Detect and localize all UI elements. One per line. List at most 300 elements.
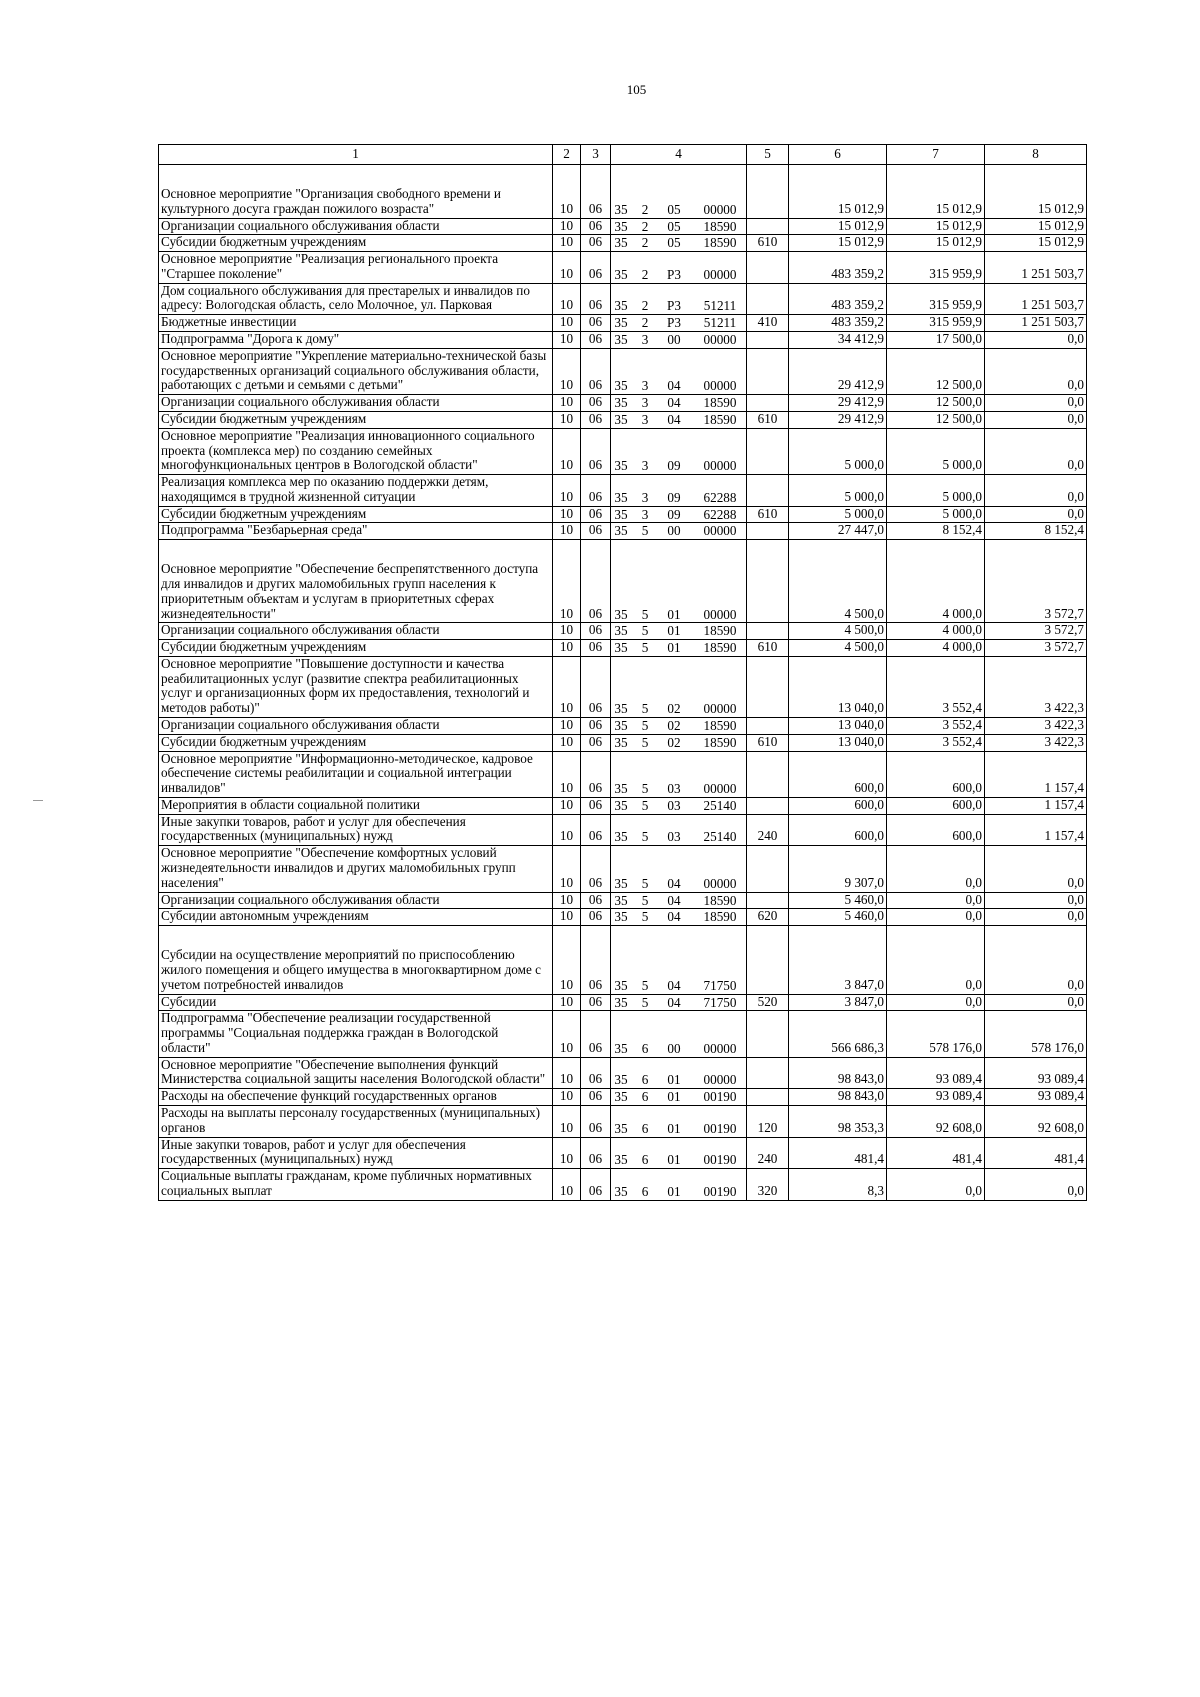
row-name-cell: Мероприятия в области социальной политики bbox=[159, 797, 553, 814]
target-article-part: 05 bbox=[667, 235, 681, 251]
amount-col6-cell: 4 500,0 bbox=[789, 640, 887, 657]
amount-col6-cell: 3 847,0 bbox=[789, 926, 887, 994]
amount-col8-cell: 15 012,9 bbox=[985, 218, 1087, 235]
table-row bbox=[159, 428, 1087, 474]
amount-col8-cell: 3 422,3 bbox=[985, 734, 1087, 751]
target-article-part: 35 bbox=[614, 315, 628, 331]
row-name-cell: Субсидии бюджетным учреждениям bbox=[159, 734, 553, 751]
amount-col6-cell: 15 012,9 bbox=[789, 165, 887, 219]
amount-col7-cell: 0,0 bbox=[887, 1169, 985, 1201]
target-article-cell bbox=[611, 315, 747, 332]
amount-col7-cell: 93 089,4 bbox=[887, 1057, 985, 1089]
target-article-part: 00 bbox=[667, 332, 681, 348]
target-article-part: 03 bbox=[667, 781, 681, 797]
target-article-part: 35 bbox=[614, 201, 628, 217]
table-row bbox=[159, 909, 1087, 926]
target-article-part: 5 bbox=[641, 781, 649, 797]
target-article-part: 62288 bbox=[703, 506, 737, 522]
target-article-part: 03 bbox=[667, 797, 681, 813]
target-article-part: 00000 bbox=[703, 523, 737, 539]
amount-col6-cell: 3 847,0 bbox=[789, 994, 887, 1011]
target-article-part: 5 bbox=[641, 875, 649, 891]
row-name-cell: Организации социального обслуживания области bbox=[159, 718, 553, 735]
code-section-cell: 10 bbox=[553, 1057, 581, 1089]
target-article-part: 5 bbox=[641, 977, 649, 993]
amount-col8-cell: 481,4 bbox=[985, 1137, 1087, 1169]
target-article-part: 00000 bbox=[703, 378, 737, 394]
amount-col8-cell: 15 012,9 bbox=[985, 235, 1087, 252]
target-article-part: 00000 bbox=[703, 781, 737, 797]
target-article-part: 35 bbox=[614, 829, 628, 845]
table-row bbox=[159, 640, 1087, 657]
target-article-part: 35 bbox=[614, 875, 628, 891]
target-article-part: 5 bbox=[641, 829, 649, 845]
amount-col7-cell: 93 089,4 bbox=[887, 1089, 985, 1106]
code-subsection-cell: 06 bbox=[581, 165, 611, 219]
target-article-part: 02 bbox=[667, 718, 681, 733]
target-article-cell bbox=[611, 909, 747, 926]
expense-type-cell bbox=[747, 656, 789, 717]
target-article-cell bbox=[611, 994, 747, 1011]
scan-mark bbox=[33, 800, 43, 801]
amount-col8-cell: 0,0 bbox=[985, 994, 1087, 1011]
code-subsection-cell: 06 bbox=[581, 797, 611, 814]
target-article-cell bbox=[611, 411, 747, 428]
target-article-part: 01 bbox=[667, 1120, 681, 1136]
amount-col6-cell: 5 000,0 bbox=[789, 475, 887, 507]
target-article-part: 35 bbox=[614, 797, 628, 813]
target-article-part: 5 bbox=[641, 734, 649, 750]
row-name-cell: Организации социального обслуживания области bbox=[159, 623, 553, 640]
target-article-part: 35 bbox=[614, 1072, 628, 1088]
code-section-cell: 10 bbox=[553, 540, 581, 623]
target-article-part: 01 bbox=[667, 623, 681, 639]
code-section-cell: 10 bbox=[553, 797, 581, 814]
amount-col8-cell: 0,0 bbox=[985, 1169, 1087, 1201]
target-article-part: 35 bbox=[614, 623, 628, 639]
amount-col7-cell: 481,4 bbox=[887, 1137, 985, 1169]
expense-type-cell: 610 bbox=[747, 411, 789, 428]
expense-type-cell bbox=[747, 165, 789, 219]
expense-type-cell: 610 bbox=[747, 506, 789, 523]
target-article-part: 35 bbox=[614, 734, 628, 750]
budget-table bbox=[158, 144, 1087, 1201]
code-section-cell: 10 bbox=[553, 165, 581, 219]
target-article-cell bbox=[611, 332, 747, 349]
amount-col7-cell: 8 152,4 bbox=[887, 523, 985, 540]
expense-type-cell bbox=[747, 523, 789, 540]
code-section-cell: 10 bbox=[553, 734, 581, 751]
table-row bbox=[159, 656, 1087, 717]
target-article-part: 35 bbox=[614, 489, 628, 505]
amount-col7-cell: 315 959,9 bbox=[887, 283, 985, 315]
target-article-part: 35 bbox=[614, 994, 628, 1010]
amount-col7-cell: 0,0 bbox=[887, 892, 985, 909]
amount-col8-cell: 1 157,4 bbox=[985, 797, 1087, 814]
target-article-part: 01 bbox=[667, 1152, 681, 1168]
target-article-part: 04 bbox=[667, 411, 681, 427]
amount-col8-cell: 0,0 bbox=[985, 411, 1087, 428]
target-article-part: 51211 bbox=[703, 298, 737, 314]
table-row bbox=[159, 395, 1087, 412]
target-article-cell bbox=[611, 751, 747, 797]
code-subsection-cell: 06 bbox=[581, 623, 611, 640]
target-article-part: 3 bbox=[641, 378, 649, 394]
amount-col6-cell: 5 460,0 bbox=[789, 909, 887, 926]
target-article-part: 3 bbox=[641, 411, 649, 427]
expense-type-cell bbox=[747, 218, 789, 235]
target-article-part: 01 bbox=[667, 640, 681, 656]
header-cell: 5 bbox=[747, 145, 789, 165]
amount-col8-cell: 3 572,7 bbox=[985, 540, 1087, 623]
target-article-part: 5 bbox=[641, 797, 649, 813]
table-row bbox=[159, 718, 1087, 735]
code-section-cell: 10 bbox=[553, 926, 581, 994]
expense-type-cell: 120 bbox=[747, 1105, 789, 1137]
expense-type-cell: 610 bbox=[747, 640, 789, 657]
row-name-cell: Основное мероприятие "Обеспечение беспрепятственного доступа для инвалидов и других маломобильных групп населения к приоритетным объектам и услугам в приоритетных сферах жизнедеятельности" bbox=[159, 540, 553, 623]
target-article-part: 35 bbox=[614, 701, 628, 717]
amount-col6-cell: 98 353,3 bbox=[789, 1105, 887, 1137]
code-section-cell: 10 bbox=[553, 332, 581, 349]
target-article-part: 6 bbox=[641, 1152, 649, 1168]
code-subsection-cell: 06 bbox=[581, 332, 611, 349]
row-name-cell: Основное мероприятие "Организация свободного времени и культурного досуга граждан пожилого возраста" bbox=[159, 165, 553, 219]
target-article-part: 6 bbox=[641, 1183, 649, 1199]
amount-col7-cell: 600,0 bbox=[887, 797, 985, 814]
row-name-cell: Социальные выплаты гражданам, кроме публичных нормативных социальных выплат bbox=[159, 1169, 553, 1201]
row-name-cell: Подпрограмма "Дорога к дому" bbox=[159, 332, 553, 349]
expense-type-cell: 320 bbox=[747, 1169, 789, 1201]
target-article-cell bbox=[611, 640, 747, 657]
amount-col6-cell: 566 686,3 bbox=[789, 1011, 887, 1057]
amount-col8-cell: 3 572,7 bbox=[985, 623, 1087, 640]
code-subsection-cell: 06 bbox=[581, 1137, 611, 1169]
target-article-part: 5 bbox=[641, 994, 649, 1010]
amount-col8-cell: 3 572,7 bbox=[985, 640, 1087, 657]
amount-col8-cell: 1 157,4 bbox=[985, 751, 1087, 797]
amount-col8-cell: 3 422,3 bbox=[985, 718, 1087, 735]
target-article-part: 35 bbox=[614, 977, 628, 993]
expense-type-cell: 240 bbox=[747, 814, 789, 846]
target-article-part: 6 bbox=[641, 1120, 649, 1136]
table-row bbox=[159, 235, 1087, 252]
code-section-cell: 10 bbox=[553, 235, 581, 252]
amount-col7-cell: 5 000,0 bbox=[887, 506, 985, 523]
code-subsection-cell: 06 bbox=[581, 428, 611, 474]
table-row bbox=[159, 506, 1087, 523]
table-row bbox=[159, 751, 1087, 797]
amount-col7-cell: 0,0 bbox=[887, 846, 985, 892]
target-article-part: 00190 bbox=[703, 1152, 737, 1168]
target-article-cell bbox=[611, 523, 747, 540]
code-section-cell: 10 bbox=[553, 252, 581, 284]
code-section-cell: 10 bbox=[553, 283, 581, 315]
target-article-part: 35 bbox=[614, 332, 628, 348]
code-subsection-cell: 06 bbox=[581, 315, 611, 332]
target-article-part: 01 bbox=[667, 1183, 681, 1199]
target-article-part: 5 bbox=[641, 640, 649, 656]
target-article-cell bbox=[611, 428, 747, 474]
target-article-part: 18590 bbox=[703, 734, 737, 750]
target-article-cell bbox=[611, 218, 747, 235]
code-section-cell: 10 bbox=[553, 218, 581, 235]
target-article-part: 01 bbox=[667, 1089, 681, 1105]
code-subsection-cell: 06 bbox=[581, 814, 611, 846]
code-subsection-cell: 06 bbox=[581, 892, 611, 909]
row-name-cell: Подпрограмма "Обеспечение реализации государственной программы "Социальная поддержка граждан в Вологодской области" bbox=[159, 1011, 553, 1057]
expense-type-cell: 610 bbox=[747, 734, 789, 751]
expense-type-cell bbox=[747, 718, 789, 735]
row-name-cell: Основное мероприятие "Обеспечение выполнения функций Министерства социальной защиты населения Вологодской области" bbox=[159, 1057, 553, 1089]
target-article-part: 35 bbox=[614, 523, 628, 539]
expense-type-cell bbox=[747, 623, 789, 640]
expense-type-cell bbox=[747, 751, 789, 797]
target-article-cell bbox=[611, 1169, 747, 1201]
target-article-part: 35 bbox=[614, 266, 628, 282]
row-name-cell: Подпрограмма "Безбарьерная среда" bbox=[159, 523, 553, 540]
amount-col6-cell: 4 500,0 bbox=[789, 623, 887, 640]
target-article-part: 02 bbox=[667, 701, 681, 717]
amount-col7-cell: 15 012,9 bbox=[887, 218, 985, 235]
code-section-cell: 10 bbox=[553, 506, 581, 523]
target-article-cell bbox=[611, 1057, 747, 1089]
amount-col8-cell: 0,0 bbox=[985, 348, 1087, 394]
target-article-part: 18590 bbox=[703, 395, 737, 411]
target-article-part: 04 bbox=[667, 909, 681, 925]
table-row bbox=[159, 475, 1087, 507]
target-article-part: 01 bbox=[667, 606, 681, 622]
amount-col6-cell: 600,0 bbox=[789, 797, 887, 814]
target-article-part: 00000 bbox=[703, 266, 737, 282]
target-article-part: 01 bbox=[667, 1072, 681, 1088]
code-subsection-cell: 06 bbox=[581, 1011, 611, 1057]
expense-type-cell: 620 bbox=[747, 909, 789, 926]
target-article-part: 00000 bbox=[703, 606, 737, 622]
amount-col8-cell: 0,0 bbox=[985, 395, 1087, 412]
amount-col6-cell: 483 359,2 bbox=[789, 315, 887, 332]
amount-col6-cell: 600,0 bbox=[789, 814, 887, 846]
target-article-part: 00000 bbox=[703, 875, 737, 891]
amount-col6-cell: 483 359,2 bbox=[789, 283, 887, 315]
table-row bbox=[159, 846, 1087, 892]
amount-col6-cell: 98 843,0 bbox=[789, 1089, 887, 1106]
target-article-part: 00000 bbox=[703, 1072, 737, 1088]
amount-col8-cell: 92 608,0 bbox=[985, 1105, 1087, 1137]
table-row bbox=[159, 994, 1087, 1011]
amount-col7-cell: 0,0 bbox=[887, 994, 985, 1011]
amount-col7-cell: 4 000,0 bbox=[887, 623, 985, 640]
target-article-cell bbox=[611, 1089, 747, 1106]
code-section-cell: 10 bbox=[553, 1105, 581, 1137]
target-article-part: 35 bbox=[614, 1120, 628, 1136]
target-article-cell bbox=[611, 252, 747, 284]
target-article-part: 04 bbox=[667, 395, 681, 411]
target-article-cell bbox=[611, 623, 747, 640]
target-article-part: 09 bbox=[667, 506, 681, 522]
target-article-cell bbox=[611, 892, 747, 909]
target-article-part: 5 bbox=[641, 892, 649, 908]
target-article-part: 2 bbox=[641, 266, 649, 282]
target-article-part: 71750 bbox=[703, 994, 737, 1010]
table-body bbox=[159, 165, 1087, 1201]
row-name-cell: Расходы на выплаты персоналу государственных (муниципальных) органов bbox=[159, 1105, 553, 1137]
table-row bbox=[159, 411, 1087, 428]
amount-col8-cell: 0,0 bbox=[985, 332, 1087, 349]
amount-col7-cell: 15 012,9 bbox=[887, 165, 985, 219]
target-article-part: 35 bbox=[614, 506, 628, 522]
code-subsection-cell: 06 bbox=[581, 1105, 611, 1137]
target-article-cell bbox=[611, 540, 747, 623]
amount-col7-cell: 15 012,9 bbox=[887, 235, 985, 252]
target-article-part: 35 bbox=[614, 718, 628, 733]
amount-col7-cell: 4 000,0 bbox=[887, 640, 985, 657]
code-section-cell: 10 bbox=[553, 718, 581, 735]
target-article-part: 35 bbox=[614, 395, 628, 411]
amount-col8-cell: 93 089,4 bbox=[985, 1089, 1087, 1106]
amount-col6-cell: 8,3 bbox=[789, 1169, 887, 1201]
code-section-cell: 10 bbox=[553, 411, 581, 428]
target-article-part: 35 bbox=[614, 1089, 628, 1105]
amount-col6-cell: 483 359,2 bbox=[789, 252, 887, 284]
amount-col6-cell: 15 012,9 bbox=[789, 235, 887, 252]
target-article-part: 00000 bbox=[703, 1040, 737, 1056]
header-cell: 3 bbox=[581, 145, 611, 165]
target-article-part: 00190 bbox=[703, 1089, 737, 1105]
header-cell: 1 bbox=[159, 145, 553, 165]
target-article-part: 00000 bbox=[703, 201, 737, 217]
amount-col7-cell: 3 552,4 bbox=[887, 656, 985, 717]
expense-type-cell bbox=[747, 1089, 789, 1106]
expense-type-cell: 240 bbox=[747, 1137, 789, 1169]
code-section-cell: 10 bbox=[553, 846, 581, 892]
row-name-cell: Организации социального обслуживания области bbox=[159, 218, 553, 235]
amount-col6-cell: 29 412,9 bbox=[789, 348, 887, 394]
code-section-cell: 10 bbox=[553, 751, 581, 797]
target-article-part: 2 bbox=[641, 315, 649, 331]
amount-col6-cell: 27 447,0 bbox=[789, 523, 887, 540]
code-section-cell: 10 bbox=[553, 348, 581, 394]
target-article-part: 04 bbox=[667, 977, 681, 993]
row-name-cell: Субсидии bbox=[159, 994, 553, 1011]
target-article-cell bbox=[611, 165, 747, 219]
expense-type-cell bbox=[747, 846, 789, 892]
target-article-cell bbox=[611, 814, 747, 846]
target-article-part: 35 bbox=[614, 909, 628, 925]
table-row bbox=[159, 540, 1087, 623]
table-row bbox=[159, 892, 1087, 909]
amount-col7-cell: 17 500,0 bbox=[887, 332, 985, 349]
code-subsection-cell: 06 bbox=[581, 1089, 611, 1106]
amount-col6-cell: 13 040,0 bbox=[789, 718, 887, 735]
target-article-part: 35 bbox=[614, 411, 628, 427]
table-row bbox=[159, 1011, 1087, 1057]
amount-col7-cell: 0,0 bbox=[887, 926, 985, 994]
target-article-part: 05 bbox=[667, 218, 681, 234]
target-article-part: 5 bbox=[641, 701, 649, 717]
target-article-cell bbox=[611, 926, 747, 994]
code-section-cell: 10 bbox=[553, 814, 581, 846]
amount-col6-cell: 13 040,0 bbox=[789, 656, 887, 717]
expense-type-cell bbox=[747, 797, 789, 814]
target-article-part: 5 bbox=[641, 623, 649, 639]
target-article-cell bbox=[611, 1105, 747, 1137]
amount-col7-cell: 3 552,4 bbox=[887, 734, 985, 751]
target-article-part: 35 bbox=[614, 235, 628, 251]
amount-col8-cell: 578 176,0 bbox=[985, 1011, 1087, 1057]
target-article-part: 5 bbox=[641, 718, 649, 733]
target-article-part: 00000 bbox=[703, 332, 737, 348]
amount-col6-cell: 481,4 bbox=[789, 1137, 887, 1169]
target-article-part: 5 bbox=[641, 523, 649, 539]
target-article-part: 35 bbox=[614, 218, 628, 234]
expense-type-cell bbox=[747, 540, 789, 623]
table-row bbox=[159, 734, 1087, 751]
amount-col7-cell: 92 608,0 bbox=[887, 1105, 985, 1137]
target-article-cell bbox=[611, 348, 747, 394]
target-article-part: P3 bbox=[667, 266, 681, 282]
row-name-cell: Организации социального обслуживания области bbox=[159, 892, 553, 909]
row-name-cell: Основное мероприятие "Укрепление материально-технической базы государственных организаций социального обслуживания области, работающих с детьми и семьями с детьми" bbox=[159, 348, 553, 394]
target-article-part: 18590 bbox=[703, 909, 737, 925]
code-section-cell: 10 bbox=[553, 909, 581, 926]
header-cell: 8 bbox=[985, 145, 1087, 165]
target-article-cell bbox=[611, 235, 747, 252]
header-cell: 2 bbox=[553, 145, 581, 165]
expense-type-cell: 410 bbox=[747, 315, 789, 332]
row-name-cell: Основное мероприятие "Обеспечение комфортных условий жизнедеятельности инвалидов и других маломобильных групп населения" bbox=[159, 846, 553, 892]
amount-col8-cell: 1 157,4 bbox=[985, 814, 1087, 846]
code-section-cell: 10 bbox=[553, 523, 581, 540]
code-section-cell: 10 bbox=[553, 1137, 581, 1169]
table-row bbox=[159, 252, 1087, 284]
target-article-part: 18590 bbox=[703, 623, 737, 639]
row-name-cell: Субсидии бюджетным учреждениям bbox=[159, 235, 553, 252]
code-subsection-cell: 06 bbox=[581, 411, 611, 428]
code-subsection-cell: 06 bbox=[581, 656, 611, 717]
code-subsection-cell: 06 bbox=[581, 909, 611, 926]
target-article-part: 00190 bbox=[703, 1120, 737, 1136]
target-article-part: 3 bbox=[641, 458, 649, 474]
header-cell: 4 bbox=[611, 145, 747, 165]
target-article-cell bbox=[611, 395, 747, 412]
target-article-cell bbox=[611, 656, 747, 717]
row-name-cell: Основное мероприятие "Реализация регионального проекта "Старшее поколение" bbox=[159, 252, 553, 284]
table-row bbox=[159, 1057, 1087, 1089]
row-name-cell: Иные закупки товаров, работ и услуг для обеспечения государственных (муниципальных) нужд bbox=[159, 814, 553, 846]
code-section-cell: 10 bbox=[553, 428, 581, 474]
table-row bbox=[159, 1137, 1087, 1169]
target-article-cell bbox=[611, 1011, 747, 1057]
amount-col7-cell: 315 959,9 bbox=[887, 315, 985, 332]
amount-col6-cell: 29 412,9 bbox=[789, 395, 887, 412]
table-row bbox=[159, 797, 1087, 814]
expense-type-cell: 520 bbox=[747, 994, 789, 1011]
target-article-part: 51211 bbox=[703, 315, 737, 331]
table-row bbox=[159, 165, 1087, 219]
amount-col8-cell: 93 089,4 bbox=[985, 1057, 1087, 1089]
row-name-cell: Субсидии бюджетным учреждениям bbox=[159, 640, 553, 657]
row-name-cell: Субсидии бюджетным учреждениям bbox=[159, 506, 553, 523]
amount-col6-cell: 5 000,0 bbox=[789, 506, 887, 523]
row-name-cell: Субсидии бюджетным учреждениям bbox=[159, 411, 553, 428]
row-name-cell: Бюджетные инвестиции bbox=[159, 315, 553, 332]
amount-col8-cell: 15 012,9 bbox=[985, 165, 1087, 219]
target-article-part: 18590 bbox=[703, 640, 737, 656]
code-section-cell: 10 bbox=[553, 656, 581, 717]
target-article-cell bbox=[611, 734, 747, 751]
table-row bbox=[159, 814, 1087, 846]
